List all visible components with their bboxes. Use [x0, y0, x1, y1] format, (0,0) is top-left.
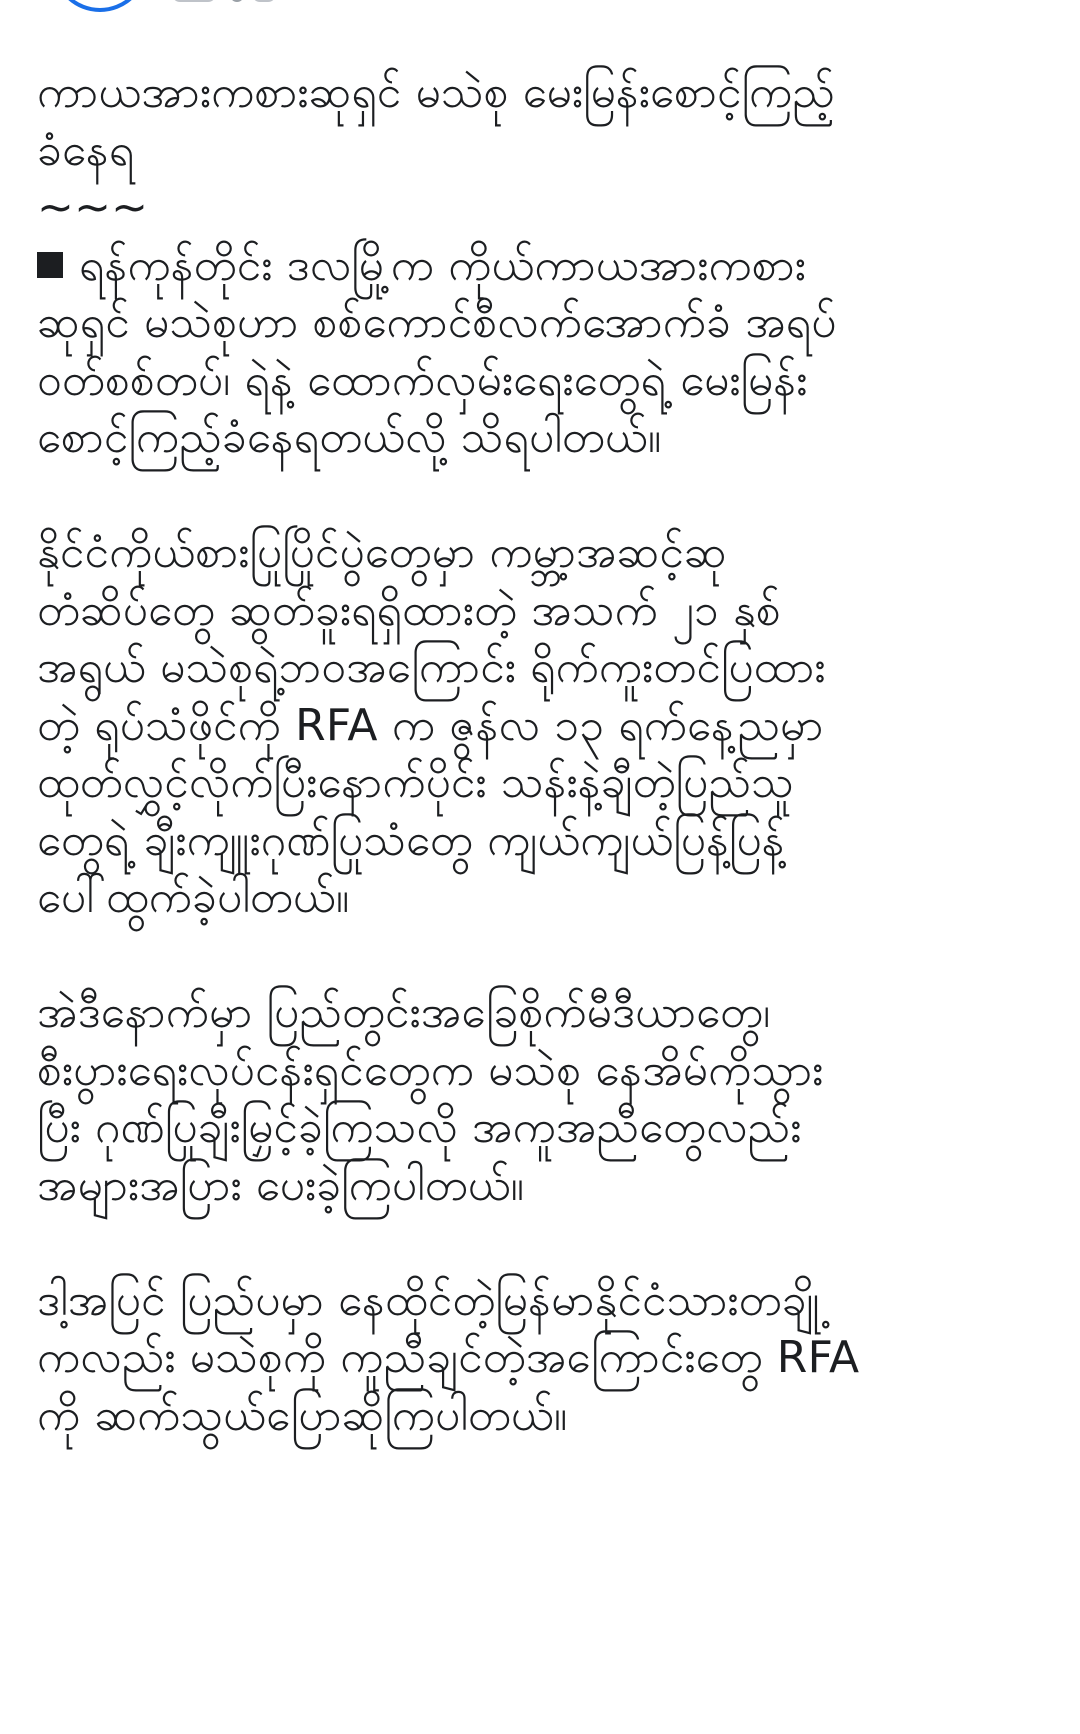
- post-body: [37, 64, 1047, 1444]
- separator: ~~~: [37, 182, 149, 233]
- paragraph-3: [37, 984, 1047, 1214]
- post-title: [37, 64, 1047, 179]
- post-title-line: ခံနေရ: [37, 124, 135, 176]
- paragraph-line: ဒါ့အပြင် ပြည်ပမှာ နေထိုင်တဲ့မြန်မာနိုင်ငံသားတချို့: [37, 1274, 820, 1326]
- paragraph-line: အရွယ် မသဲစုရဲ့ဘဝအကြောင်း ရိုက်ကူးတင်ပြထား: [37, 642, 826, 693]
- paragraph-gap: [37, 467, 1047, 525]
- paragraph-line: စောင့်ကြည့်ခံနေရတယ်လို့ သိရပါတယ်။: [37, 412, 662, 463]
- black-square-bullet-icon: [37, 252, 63, 278]
- post-title-line: ကာယအားကစားဆုရှင် မသဲစု မေးမြန်းစောင့်ကြည့်: [37, 67, 835, 118]
- paragraph-line: အများအပြား ပေးခဲ့ကြပါတယ်။: [37, 1159, 525, 1211]
- paragraph-line-text: ရန်ကုန်တိုင်း ဒလမြို့က ကိုယ်ကာယအားကစား: [79, 239, 806, 291]
- author-name-partial[interactable]: [172, 0, 282, 10]
- author-name-fragment: [230, 0, 244, 2]
- paragraph-line: ပြီး ဂုဏ်ပြုချီးမြှင့်ခဲ့ကြသလို အကူအညီတွေလည်း: [37, 1102, 802, 1153]
- paragraph-line: တံဆိပ်တွေ ဆွတ်ခူးရရှိထားတဲ့ အသက် ၂၁ နှစ်: [37, 584, 781, 636]
- paragraph-line: တဲ့ ရုပ်သံဖိုင်ကို RFA က ဇွန်လ ၁၃ ရက်နေ့ညမှာ: [37, 699, 824, 751]
- paragraph-line: နိုင်ငံကိုယ်စားပြုပြိုင်ပွဲတွေမှာ ကမ္ဘာ့အဆင့်ဆု: [37, 527, 727, 578]
- paragraph-line: ဆုရှင် မသဲစုဟာ စစ်ကောင်စီလက်အောက်ခံ အရပ်: [37, 297, 837, 348]
- paragraph-line: စီးပွားရေးလုပ်ငန်းရှင်တွေက မသဲစု နေအိမ်ကိုသွား: [37, 1044, 824, 1096]
- paragraph-4: [37, 1272, 1047, 1445]
- author-name-fragment: [252, 0, 276, 2]
- paragraph-line: ပေါ်ထွက်ခဲ့ပါတယ်။: [37, 872, 350, 923]
- paragraph-line: ဝတ်စစ်တပ်၊ ရဲနဲ့ ထောက်လှမ်းရေးတွေရဲ့ မေးမြန်း: [37, 354, 808, 406]
- paragraph-line: ထုတ်လွှင့်လိုက်ပြီးနောက်ပိုင်း သန်းနဲ့ချီတဲ့ပြည်သူ: [37, 757, 794, 808]
- paragraph-gap: [37, 927, 1047, 985]
- paragraph-line: ကလည်း မသဲစုကို ကူညီချင်တဲ့အကြောင်းတွေ RFA: [37, 1332, 860, 1383]
- avatar[interactable]: [52, 0, 148, 12]
- paragraph-gap: [37, 1214, 1047, 1272]
- post-header-partial: [0, 0, 1080, 24]
- paragraph-1: [37, 237, 1047, 467]
- paragraph-line: ကို ဆက်သွယ်ပြောဆိုကြပါတယ်။: [37, 1389, 568, 1441]
- paragraph-line: တွေရဲ့ ချီးကျူးဂုဏ်ပြုသံတွေ ကျယ်ကျယ်ပြန့်ပြန့်: [37, 814, 785, 866]
- author-name-fragment: [172, 0, 216, 2]
- paragraph-line: အဲဒီနောက်မှာ ပြည်တွင်းအခြေစိုက်မီဒီယာတွေ၊: [37, 987, 771, 1038]
- paragraph-line: [37, 237, 1047, 295]
- paragraph-2: [37, 524, 1047, 927]
